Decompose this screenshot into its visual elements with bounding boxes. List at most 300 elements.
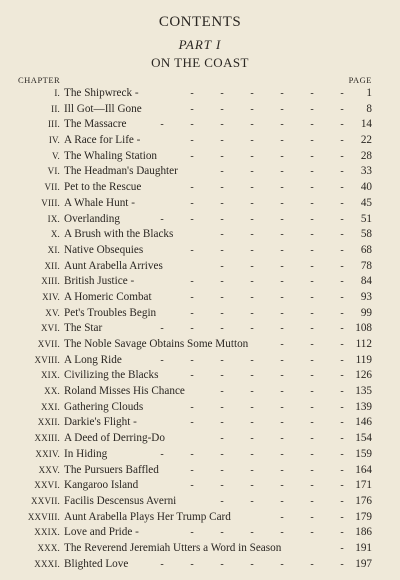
leader-dash: - bbox=[250, 213, 254, 225]
toc-row bbox=[0, 368, 400, 384]
leader-dash: - bbox=[280, 88, 284, 99]
leader-dash: - bbox=[310, 417, 314, 429]
leader-dash: - bbox=[250, 135, 254, 147]
chapter-number: I. bbox=[54, 88, 60, 98]
leader-dashes bbox=[64, 259, 358, 275]
toc-row bbox=[0, 102, 400, 118]
chapter-title: Aunt Arabella Arrives bbox=[64, 259, 163, 272]
leader-dash: - bbox=[280, 291, 284, 303]
chapter-number: XVII. bbox=[37, 339, 60, 349]
toc-row bbox=[0, 117, 400, 133]
leader-dash: - bbox=[340, 433, 344, 445]
leader-dash: - bbox=[340, 150, 344, 162]
leader-dash: - bbox=[250, 276, 254, 288]
leader-dash: - bbox=[190, 464, 194, 476]
leader-dash: - bbox=[280, 511, 284, 523]
leader-dash: - bbox=[220, 386, 224, 398]
leader-dash: - bbox=[340, 229, 344, 241]
chapter-number: XXVI. bbox=[34, 480, 60, 491]
leader-dash: - bbox=[220, 166, 224, 178]
leader-dashes bbox=[64, 447, 358, 463]
leader-dash: - bbox=[250, 182, 254, 194]
toc-row bbox=[0, 431, 400, 447]
page-number: 112 bbox=[355, 338, 372, 350]
leader-dash: - bbox=[250, 464, 254, 476]
chapter-number: XXV. bbox=[38, 464, 60, 475]
leader-dashes bbox=[64, 227, 358, 243]
leader-dash: - bbox=[250, 244, 254, 256]
chapter-number: XIX. bbox=[40, 370, 60, 381]
page-number: 1 bbox=[366, 87, 372, 99]
toc-row bbox=[0, 306, 400, 322]
leader-dash: - bbox=[340, 307, 344, 319]
toc-row bbox=[0, 274, 400, 290]
part-heading: PART I bbox=[178, 37, 222, 52]
toc-row bbox=[0, 353, 400, 369]
leader-dash: - bbox=[160, 354, 164, 366]
leader-dash: - bbox=[190, 135, 194, 147]
chapter-number: II. bbox=[51, 103, 60, 114]
leader-dash: - bbox=[340, 417, 344, 429]
page-number: 40 bbox=[360, 181, 372, 194]
chapter-title: Kangaroo Island bbox=[64, 479, 139, 492]
page-number: 146 bbox=[355, 416, 372, 429]
leader-dash: - bbox=[280, 119, 284, 131]
leader-dashes bbox=[64, 384, 358, 400]
leader-dash: - bbox=[340, 339, 344, 350]
leader-dashes bbox=[64, 117, 358, 133]
leader-dash: - bbox=[340, 88, 344, 99]
toc-row bbox=[0, 164, 400, 180]
toc-row bbox=[0, 243, 400, 259]
leader-dash: - bbox=[310, 150, 314, 162]
leader-dash: - bbox=[280, 370, 284, 382]
page-number: 135 bbox=[355, 385, 372, 398]
page-number: 78 bbox=[360, 259, 372, 272]
chapter-number: X. bbox=[50, 229, 60, 240]
page-title: CONTENTS bbox=[158, 14, 242, 30]
leader-dash: - bbox=[220, 370, 224, 382]
leader-dashes bbox=[64, 274, 358, 290]
chapter-title: A Brush with the Blacks bbox=[64, 228, 174, 241]
leader-dash: - bbox=[220, 558, 224, 570]
toc-row bbox=[0, 86, 400, 102]
leader-dash: - bbox=[310, 495, 314, 507]
page-number: 159 bbox=[355, 447, 372, 460]
chapter-title: A Homeric Combat bbox=[64, 290, 152, 303]
leader-dash: - bbox=[250, 197, 254, 209]
leader-dash: - bbox=[190, 150, 194, 162]
chapter-number: XVI. bbox=[40, 323, 60, 334]
chapter-number: IV. bbox=[48, 135, 60, 146]
leader-dash: - bbox=[310, 401, 314, 413]
page-number: 14 bbox=[360, 118, 372, 131]
page-column-label: PAGE bbox=[348, 75, 372, 85]
leader-dash: - bbox=[250, 307, 254, 319]
leader-dash: - bbox=[310, 511, 314, 523]
leader-dash: - bbox=[250, 260, 254, 272]
chapter-number: XV. bbox=[45, 307, 60, 318]
leader-dash: - bbox=[280, 558, 284, 570]
leader-dash: - bbox=[190, 103, 194, 115]
leader-dash: - bbox=[340, 244, 344, 256]
leader-dash: - bbox=[310, 166, 314, 178]
leader-dash: - bbox=[310, 433, 314, 445]
leader-dash: - bbox=[250, 480, 254, 492]
leader-dash: - bbox=[250, 495, 254, 507]
leader-dash: - bbox=[250, 386, 254, 398]
leader-dash: - bbox=[340, 464, 344, 476]
leader-dash: - bbox=[220, 88, 224, 99]
chapter-number: V. bbox=[52, 150, 60, 161]
page-number: 186 bbox=[355, 526, 372, 539]
leader-dash: - bbox=[340, 558, 344, 570]
chapter-title: Pet's Troubles Begin bbox=[64, 306, 157, 319]
page-number: 179 bbox=[355, 510, 372, 523]
leader-dash: - bbox=[280, 417, 284, 429]
leader-dash: - bbox=[250, 527, 254, 539]
chapter-number: VII. bbox=[44, 182, 60, 193]
page-number: 99 bbox=[360, 306, 372, 319]
leader-dash: - bbox=[220, 495, 224, 507]
chapter-number: XX. bbox=[44, 386, 60, 397]
leader-dash: - bbox=[340, 166, 344, 178]
leader-dash: - bbox=[280, 213, 284, 225]
chapter-number: XXVII. bbox=[31, 495, 60, 506]
page-number: 22 bbox=[360, 134, 372, 147]
page-number: 119 bbox=[355, 353, 372, 366]
toc-row bbox=[0, 541, 400, 557]
leader-dash: - bbox=[340, 323, 344, 335]
toc-row bbox=[0, 494, 400, 510]
leader-dash: - bbox=[310, 307, 314, 319]
leader-dash: - bbox=[220, 119, 224, 131]
chapter-number: XVIII. bbox=[34, 354, 60, 365]
chapter-number: XXX. bbox=[37, 542, 60, 553]
page-number: 126 bbox=[355, 369, 372, 382]
leader-dash: - bbox=[310, 244, 314, 256]
toc-row bbox=[0, 180, 400, 196]
toc-row bbox=[0, 149, 400, 165]
leader-dash: - bbox=[190, 276, 194, 288]
chapter-number: VI. bbox=[47, 166, 60, 177]
leader-dashes bbox=[64, 494, 358, 510]
leader-dash: - bbox=[310, 291, 314, 303]
chapter-number: XXII. bbox=[37, 417, 60, 428]
leader-dash: - bbox=[280, 495, 284, 507]
leader-dash: - bbox=[160, 213, 164, 225]
page-number: 164 bbox=[355, 463, 372, 476]
chapter-number: XII. bbox=[44, 260, 60, 271]
leader-dashes bbox=[64, 196, 358, 212]
page-number: 108 bbox=[355, 322, 372, 335]
leader-dash: - bbox=[310, 197, 314, 209]
chapter-title: Roland Misses His Chance bbox=[64, 385, 185, 398]
chapter-title: Blighted Love bbox=[64, 557, 129, 570]
page-number: 191 bbox=[355, 541, 372, 554]
leader-dash: - bbox=[160, 448, 164, 460]
leader-dash: - bbox=[340, 291, 344, 303]
leader-dash: - bbox=[340, 542, 344, 554]
leader-dash: - bbox=[190, 354, 194, 366]
leader-dash: - bbox=[340, 135, 344, 147]
leader-dash: - bbox=[190, 448, 194, 460]
chapter-number: XXIII. bbox=[34, 433, 60, 444]
chapter-title: In Hiding bbox=[64, 447, 108, 460]
chapter-title: The Noble Savage Obtains Some Mutton bbox=[64, 338, 249, 350]
chapter-title: A Long Ride bbox=[64, 353, 122, 366]
leader-dash: - bbox=[220, 527, 224, 539]
leader-dash: - bbox=[220, 354, 224, 366]
leader-dash: - bbox=[280, 433, 284, 445]
leader-dash: - bbox=[340, 197, 344, 209]
chapter-number: XXXI. bbox=[34, 558, 60, 569]
chapter-title: Overlanding bbox=[64, 212, 120, 225]
chapter-number: XXIX. bbox=[34, 527, 60, 538]
leader-dash: - bbox=[190, 417, 194, 429]
leader-dash: - bbox=[250, 354, 254, 366]
leader-dash: - bbox=[250, 229, 254, 241]
leader-dashes bbox=[64, 290, 358, 306]
leader-dash: - bbox=[310, 88, 314, 99]
page-number: 8 bbox=[366, 102, 372, 115]
leader-dashes bbox=[64, 164, 358, 180]
leader-dash: - bbox=[310, 354, 314, 366]
leader-dash: - bbox=[280, 229, 284, 241]
leader-dash: - bbox=[220, 480, 224, 492]
toc-row bbox=[0, 415, 400, 431]
toc-row bbox=[0, 510, 400, 526]
leader-dash: - bbox=[220, 291, 224, 303]
leader-dash: - bbox=[310, 135, 314, 147]
chapter-title: The Shipwreck - bbox=[64, 87, 139, 99]
leader-dash: - bbox=[280, 401, 284, 413]
leader-dash: - bbox=[310, 480, 314, 492]
chapter-number: XXVIII. bbox=[27, 511, 60, 522]
leader-dash: - bbox=[220, 244, 224, 256]
leader-dash: - bbox=[250, 103, 254, 115]
leader-dash: - bbox=[280, 386, 284, 398]
leader-dash: - bbox=[190, 370, 194, 382]
leader-dash: - bbox=[340, 354, 344, 366]
leader-dashes bbox=[64, 337, 358, 353]
leader-dash: - bbox=[250, 291, 254, 303]
toc-row bbox=[0, 212, 400, 228]
toc-row bbox=[0, 290, 400, 306]
leader-dash: - bbox=[340, 401, 344, 413]
chapter-title: The Pursuers Baffled bbox=[64, 463, 159, 476]
page-number: 93 bbox=[360, 290, 372, 303]
leader-dashes bbox=[64, 510, 358, 526]
chapter-title: A Deed of Derring-Do bbox=[64, 432, 165, 445]
leader-dashes bbox=[64, 400, 358, 416]
leader-dashes bbox=[64, 133, 358, 149]
leader-dash: - bbox=[340, 276, 344, 288]
leader-dash: - bbox=[220, 213, 224, 225]
leader-dash: - bbox=[220, 135, 224, 147]
leader-dash: - bbox=[280, 527, 284, 539]
chapter-title: Aunt Arabella Plays Her Trump Card bbox=[64, 510, 231, 523]
leader-dash: - bbox=[190, 401, 194, 413]
leader-dash: - bbox=[250, 417, 254, 429]
leader-dash: - bbox=[220, 401, 224, 413]
leader-dashes bbox=[64, 541, 358, 557]
leader-dash: - bbox=[310, 386, 314, 398]
leader-dash: - bbox=[280, 448, 284, 460]
chapter-title: Native Obsequies bbox=[64, 243, 144, 256]
leader-dash: - bbox=[250, 448, 254, 460]
leader-dash: - bbox=[310, 260, 314, 272]
chapter-title: The Star bbox=[64, 322, 103, 335]
page-number: 197 bbox=[355, 557, 372, 570]
leader-dash: - bbox=[220, 433, 224, 445]
leader-dash: - bbox=[220, 464, 224, 476]
leader-dashes bbox=[64, 180, 358, 196]
toc-list bbox=[0, 86, 400, 572]
page-number: 139 bbox=[355, 400, 372, 413]
leader-dash: - bbox=[340, 511, 344, 523]
leader-dash: - bbox=[250, 558, 254, 570]
leader-dash: - bbox=[340, 480, 344, 492]
leader-dashes bbox=[64, 463, 358, 479]
chapter-title: The Reverend Jeremiah Utters a Word in Season bbox=[64, 541, 282, 554]
section-heading: ON THE COAST bbox=[151, 55, 249, 70]
leader-dash: - bbox=[250, 150, 254, 162]
leader-dash: - bbox=[280, 103, 284, 115]
leader-dashes bbox=[64, 353, 358, 369]
chapter-number: VIII. bbox=[41, 197, 60, 208]
leader-dash: - bbox=[190, 244, 194, 256]
toc-row bbox=[0, 321, 400, 337]
leader-dash: - bbox=[190, 307, 194, 319]
chapter-number: IX. bbox=[47, 213, 60, 224]
leader-dash: - bbox=[310, 370, 314, 382]
toc-row bbox=[0, 478, 400, 494]
leader-dashes bbox=[64, 243, 358, 259]
leader-dash: - bbox=[190, 558, 194, 570]
leader-dash: - bbox=[340, 495, 344, 507]
leader-dash: - bbox=[250, 166, 254, 178]
leader-dashes bbox=[64, 415, 358, 431]
leader-dash: - bbox=[340, 370, 344, 382]
page-number: 171 bbox=[355, 479, 372, 492]
leader-dash: - bbox=[340, 386, 344, 398]
page-number: 51 bbox=[360, 212, 372, 225]
leader-dashes bbox=[64, 149, 358, 165]
chapter-number: XIII. bbox=[41, 276, 60, 287]
leader-dash: - bbox=[310, 213, 314, 225]
page-number: 28 bbox=[360, 149, 372, 162]
leader-dash: - bbox=[250, 323, 254, 335]
chapter-title: The Headman's Daughter bbox=[64, 165, 178, 178]
leader-dashes bbox=[64, 306, 358, 322]
chapter-title: Facilis Descensus Averni bbox=[64, 494, 177, 507]
leader-dash: - bbox=[160, 119, 164, 131]
leader-dashes bbox=[64, 431, 358, 447]
page-number: 84 bbox=[360, 275, 372, 288]
chapter-title: The Whaling Station bbox=[64, 149, 158, 162]
leader-dash: - bbox=[190, 182, 194, 194]
chapter-number: XIV. bbox=[42, 291, 60, 302]
toc-row bbox=[0, 384, 400, 400]
leader-dash: - bbox=[340, 103, 344, 115]
leader-dash: - bbox=[310, 182, 314, 194]
toc-row bbox=[0, 196, 400, 212]
leader-dash: - bbox=[220, 229, 224, 241]
toc-row bbox=[0, 400, 400, 416]
leader-dash: - bbox=[310, 448, 314, 460]
leader-dash: - bbox=[280, 197, 284, 209]
leader-dash: - bbox=[280, 276, 284, 288]
leader-dash: - bbox=[250, 433, 254, 445]
leader-dash: - bbox=[190, 119, 194, 131]
leader-dash: - bbox=[340, 527, 344, 539]
leader-dash: - bbox=[340, 260, 344, 272]
chapter-number: XXIV. bbox=[35, 448, 60, 459]
toc-row bbox=[0, 133, 400, 149]
toc-row bbox=[0, 337, 400, 353]
leader-dash: - bbox=[250, 370, 254, 382]
toc-row bbox=[0, 525, 400, 541]
leader-dash: - bbox=[280, 166, 284, 178]
leader-dash: - bbox=[190, 527, 194, 539]
leader-dash: - bbox=[310, 103, 314, 115]
leader-dash: - bbox=[220, 323, 224, 335]
leader-dash: - bbox=[280, 307, 284, 319]
toc-row bbox=[0, 447, 400, 463]
leader-dash: - bbox=[310, 229, 314, 241]
chapter-title: The Massacre bbox=[64, 118, 127, 131]
leader-dash: - bbox=[280, 480, 284, 492]
leader-dash: - bbox=[220, 182, 224, 194]
leader-dash: - bbox=[340, 119, 344, 131]
leader-dash: - bbox=[340, 182, 344, 194]
page-number: 33 bbox=[360, 165, 372, 178]
page-number: 45 bbox=[360, 196, 372, 209]
leader-dash: - bbox=[340, 448, 344, 460]
leader-dash: - bbox=[220, 276, 224, 288]
leader-dash: - bbox=[220, 150, 224, 162]
leader-dash: - bbox=[250, 88, 254, 99]
leader-dash: - bbox=[190, 323, 194, 335]
chapter-title: Darkie's Flight - bbox=[64, 416, 137, 429]
chapter-title: British Justice - bbox=[64, 275, 135, 288]
page-number: 176 bbox=[355, 494, 372, 507]
leader-dash: - bbox=[280, 339, 284, 350]
leader-dash: - bbox=[340, 213, 344, 225]
leader-dashes bbox=[64, 102, 358, 118]
leader-dash: - bbox=[250, 119, 254, 131]
leader-dash: - bbox=[190, 480, 194, 492]
leader-dash: - bbox=[280, 260, 284, 272]
chapter-number: III. bbox=[47, 119, 60, 130]
leader-dash: - bbox=[280, 150, 284, 162]
leader-dash: - bbox=[160, 323, 164, 335]
leader-dash: - bbox=[220, 103, 224, 115]
leader-dashes bbox=[64, 478, 358, 494]
toc-row bbox=[0, 227, 400, 243]
leader-dash: - bbox=[190, 213, 194, 225]
leader-dash: - bbox=[280, 244, 284, 256]
leader-dash: - bbox=[220, 260, 224, 272]
toc-row bbox=[0, 259, 400, 275]
chapter-title: Civilizing the Blacks bbox=[64, 369, 159, 382]
page-number: 154 bbox=[355, 432, 372, 445]
leader-dash: - bbox=[280, 354, 284, 366]
toc-row bbox=[0, 463, 400, 479]
leader-dash: - bbox=[220, 197, 224, 209]
leader-dashes bbox=[64, 86, 358, 102]
